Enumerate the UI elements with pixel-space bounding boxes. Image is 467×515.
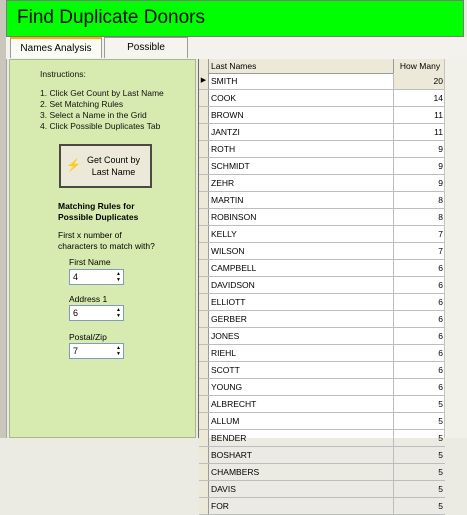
get-count-button-label: Get Count by Last Name <box>86 155 141 177</box>
names-analysis-panel <box>9 59 196 438</box>
table-row[interactable] <box>199 226 445 243</box>
last-name-cell: JANTZI <box>211 127 240 137</box>
table-row[interactable] <box>199 294 445 311</box>
row-selector[interactable] <box>199 430 209 446</box>
row-selector[interactable] <box>199 464 209 480</box>
last-name-cell: BENDER <box>211 433 247 443</box>
count-cell: 6 <box>393 328 446 344</box>
first-name-stepper[interactable] <box>69 269 124 285</box>
tab-strip <box>6 37 467 59</box>
count-cell: 6 <box>393 277 446 293</box>
table-row[interactable] <box>199 498 445 515</box>
instructions-heading: Instructions: <box>40 69 86 79</box>
instruction-step-1: 1. Click Get Count by Last Name <box>40 88 164 98</box>
row-selector-header <box>199 59 209 73</box>
last-name-cell: COOK <box>211 93 237 103</box>
instruction-step-2: 2. Set Matching Rules <box>40 99 124 109</box>
last-name-cell: ALBRECHT <box>211 399 257 409</box>
row-selector[interactable] <box>199 294 209 310</box>
table-row[interactable] <box>199 107 445 124</box>
instruction-step-4: 4. Click Possible Duplicates Tab <box>40 121 161 131</box>
spin-down-icon[interactable]: ▼ <box>116 313 121 319</box>
grid-header <box>199 59 445 74</box>
row-selector[interactable] <box>199 141 209 157</box>
table-row[interactable] <box>199 209 445 226</box>
matching-rules-heading: Matching Rules for Possible Duplicates <box>58 201 139 222</box>
table-row[interactable] <box>199 175 445 192</box>
table-row[interactable] <box>199 481 445 498</box>
last-name-cell: CAMPBELL <box>211 263 257 273</box>
table-row[interactable] <box>199 328 445 345</box>
count-cell: 9 <box>393 175 446 191</box>
last-name-cell: WILSON <box>211 246 245 256</box>
row-selector[interactable] <box>199 107 209 123</box>
count-cell: 6 <box>393 311 446 327</box>
last-name-cell: GERBER <box>211 314 247 324</box>
last-name-cell: ROBINSON <box>211 212 257 222</box>
postal-zip-stepper[interactable] <box>69 343 124 359</box>
table-row[interactable] <box>199 464 445 481</box>
count-cell: 9 <box>393 141 446 157</box>
how-many-column-header[interactable]: How Many <box>393 59 446 73</box>
row-selector[interactable] <box>199 243 209 259</box>
last-name-cell: CHAMBERS <box>211 467 260 477</box>
postal-zip-value: 7 <box>73 346 79 356</box>
row-selector[interactable] <box>199 311 209 327</box>
count-cell: 5 <box>393 498 446 514</box>
row-selector[interactable] <box>199 209 209 225</box>
grid-vertical-scrollbar[interactable] <box>444 59 467 438</box>
row-selector[interactable] <box>199 362 209 378</box>
count-cell: 20 <box>393 73 446 89</box>
matching-rules-question: First x number of characters to match with? <box>58 230 155 251</box>
count-cell: 7 <box>393 226 446 242</box>
table-row[interactable] <box>199 345 445 362</box>
table-row[interactable] <box>199 124 445 141</box>
grid-rows <box>199 73 445 515</box>
table-row[interactable] <box>199 362 445 379</box>
count-cell: 5 <box>393 430 446 446</box>
row-selector[interactable] <box>199 192 209 208</box>
last-names-column-header[interactable]: Last Names <box>211 61 257 71</box>
row-selector[interactable] <box>199 345 209 361</box>
table-row[interactable] <box>199 277 445 294</box>
spin-down-icon[interactable]: ▼ <box>116 351 121 357</box>
last-name-cell: YOUNG <box>211 382 243 392</box>
lightning-icon: ⚡ <box>66 158 81 172</box>
last-name-cell: SCHMIDT <box>211 161 250 171</box>
row-selector[interactable] <box>199 175 209 191</box>
count-cell: 5 <box>393 464 446 480</box>
get-count-by-last-name-button[interactable] <box>59 144 152 188</box>
row-selector[interactable] <box>199 481 209 497</box>
last-name-cell: ROTH <box>211 144 236 154</box>
table-row[interactable] <box>199 430 445 447</box>
row-selector[interactable] <box>199 277 209 293</box>
spin-up-icon[interactable]: ▲ <box>116 307 121 313</box>
row-selector[interactable] <box>199 90 209 106</box>
count-cell: 5 <box>393 447 446 463</box>
count-cell: 5 <box>393 413 446 429</box>
row-selector[interactable] <box>199 260 209 276</box>
spin-up-icon[interactable]: ▲ <box>116 345 121 351</box>
last-name-cell: DAVIS <box>211 484 236 494</box>
last-name-cell: SCOTT <box>211 365 240 375</box>
row-selector[interactable] <box>199 328 209 344</box>
table-row[interactable] <box>199 192 445 209</box>
last-name-cell: FOR <box>211 501 229 511</box>
last-name-cell: BOSHART <box>211 450 252 460</box>
count-cell: 5 <box>393 481 446 497</box>
count-cell: 6 <box>393 362 446 378</box>
table-row[interactable] <box>199 141 445 158</box>
count-cell: 8 <box>393 209 446 225</box>
instruction-step-3: 3. Select a Name in the Grid <box>40 110 147 120</box>
table-row[interactable] <box>199 447 445 464</box>
first-name-label: First Name <box>69 257 111 267</box>
last-name-cell: DAVIDSON <box>211 280 255 290</box>
count-cell: 6 <box>393 379 446 395</box>
table-row[interactable] <box>199 379 445 396</box>
last-name-cell: JONES <box>211 331 240 341</box>
address1-label: Address 1 <box>69 294 108 304</box>
last-name-cell: RIEHL <box>211 348 237 358</box>
table-row[interactable] <box>199 396 445 413</box>
table-row[interactable] <box>199 90 445 107</box>
row-selector[interactable] <box>199 413 209 429</box>
last-name-cell: BROWN <box>211 110 244 120</box>
table-row[interactable] <box>199 260 445 277</box>
address1-value: 6 <box>73 308 79 318</box>
count-cell: 7 <box>393 243 446 259</box>
spin-up-icon[interactable]: ▲ <box>116 271 121 277</box>
count-cell: 11 <box>393 107 446 123</box>
row-selector[interactable] <box>199 396 209 412</box>
table-row[interactable] <box>199 311 445 328</box>
row-selector[interactable] <box>199 226 209 242</box>
postal-zip-label: Postal/Zip <box>69 332 107 342</box>
last-name-cell: ALLUM <box>211 416 240 426</box>
table-row[interactable] <box>199 243 445 260</box>
tab-names-analysis[interactable]: Names Analysis <box>10 37 102 58</box>
row-selector[interactable] <box>199 498 209 514</box>
count-cell: 6 <box>393 345 446 361</box>
count-cell: 5 <box>393 396 446 412</box>
table-row[interactable] <box>199 158 445 175</box>
row-selector[interactable] <box>199 124 209 140</box>
last-names-grid[interactable] <box>198 59 445 511</box>
count-cell: 6 <box>393 260 446 276</box>
first-name-value: 4 <box>73 272 79 282</box>
address1-stepper[interactable] <box>69 305 124 321</box>
table-row[interactable] <box>199 73 445 90</box>
count-cell: 8 <box>393 192 446 208</box>
last-name-cell: SMITH <box>211 76 238 86</box>
left-edge-strip <box>0 0 7 438</box>
last-name-cell: ZEHR <box>211 178 235 188</box>
spin-down-icon[interactable]: ▼ <box>116 277 121 283</box>
tab-possible-duplicates[interactable]: Possible <box>104 37 188 58</box>
count-cell: 9 <box>393 158 446 174</box>
count-cell: 6 <box>393 294 446 310</box>
title-bar <box>6 0 464 37</box>
count-cell: 14 <box>393 90 446 106</box>
row-selector[interactable] <box>199 158 209 174</box>
last-name-cell: KELLY <box>211 229 237 239</box>
last-name-cell: ELLIOTT <box>211 297 246 307</box>
row-selector[interactable] <box>199 447 209 463</box>
row-selector[interactable] <box>199 379 209 395</box>
table-row[interactable] <box>199 413 445 430</box>
count-cell: 11 <box>393 124 446 140</box>
last-name-cell: MARTIN <box>211 195 244 205</box>
window-title: Find Duplicate Donors <box>17 7 205 28</box>
current-row-pointer-icon[interactable]: ▶ <box>199 73 209 89</box>
